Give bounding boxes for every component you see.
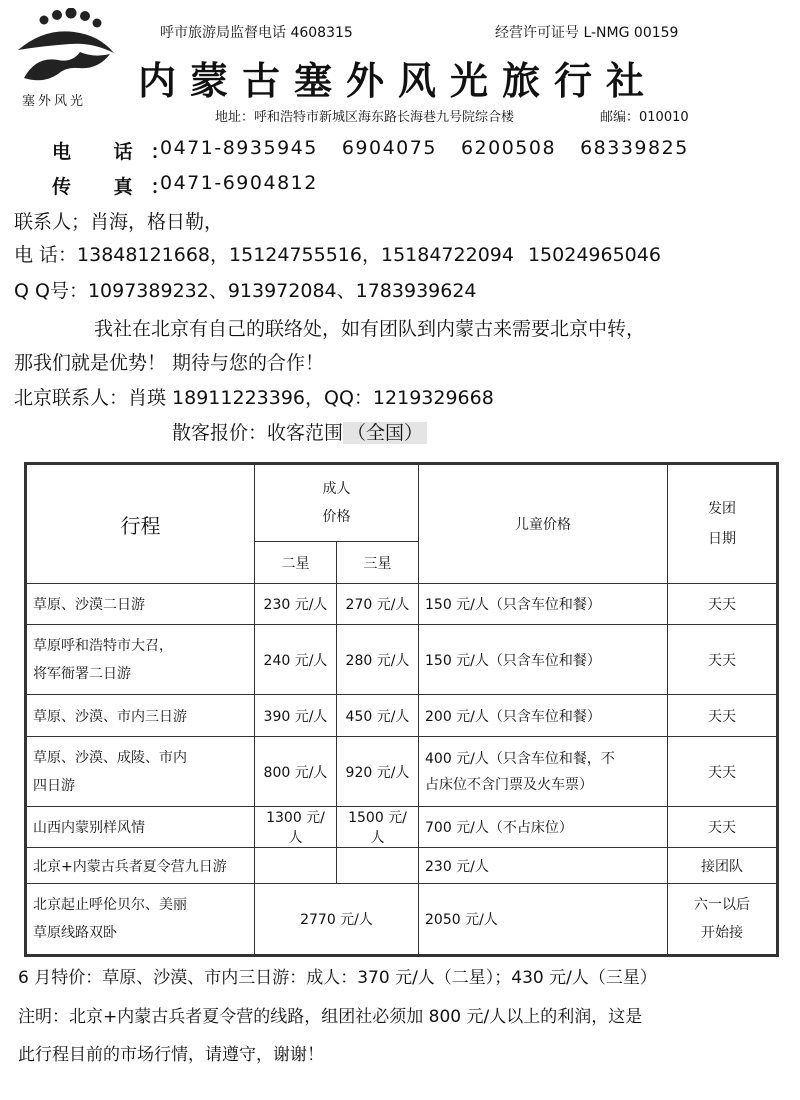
mobile-extra: 15024965046 xyxy=(527,244,661,266)
departure-cell: 接团队 xyxy=(668,848,778,884)
two-star-price: 240 元/人 xyxy=(255,625,337,695)
two-star-price: 230 元/人 xyxy=(255,584,337,625)
three-star-price: 1500 元/人 xyxy=(337,807,419,848)
departure-cell: 天天 xyxy=(668,625,778,695)
header-two-star: 二星 xyxy=(255,542,337,584)
child-price: 230 元/人 xyxy=(419,848,668,884)
route-cell: 山西内蒙别样风情 xyxy=(26,807,255,848)
route-cell: 北京起止呼伦贝尔、美丽 草原线路双卧 xyxy=(26,884,255,956)
combined-price: 2770 元/人 xyxy=(255,884,419,956)
route-cell: 北京+内蒙古兵者夏令营九日游 xyxy=(26,848,255,884)
license-number: 经营许可证号 L-NMG 00159 xyxy=(495,25,679,41)
departure-cell: 天天 xyxy=(668,737,778,807)
tel-number: 6200508 xyxy=(460,137,557,159)
child-price: 400 元/人（只含车位和餐，不 占床位不含门票及火车票） xyxy=(419,737,668,807)
header-child-price: 儿童价格 xyxy=(419,464,668,584)
note-line-2: 此行程目前的市场行情，请遵守，谢谢！ xyxy=(18,1045,324,1065)
qq-numbers: Q Q号：1097389232、913972084、1783939624 xyxy=(14,280,477,302)
two-star-price xyxy=(255,848,337,884)
departure-cell: 天天 xyxy=(668,584,778,625)
route-cell: 草原、沙漠、市内三日游 xyxy=(26,695,255,737)
intro-line-2: 那我们就是优势！ 期待与您的合作！ xyxy=(14,352,325,374)
two-star-price: 390 元/人 xyxy=(255,695,337,737)
route-cell: 草原呼和浩特市大召， 将军衙署二日游 xyxy=(26,625,255,695)
june-special: 6 月特价：草原、沙漠、市内三日游：成人：370 元/人（二星）；430 元/人（三星） xyxy=(18,968,657,988)
tel-numbers xyxy=(160,137,713,159)
two-star-price: 1300 元/人 xyxy=(255,807,337,848)
child-price: 2050 元/人 xyxy=(419,884,668,956)
departure-cell: 六一以后 开始接 xyxy=(668,884,778,956)
header-three-star: 三星 xyxy=(337,542,419,584)
table-row xyxy=(26,695,778,737)
postcode: 邮编：010010 xyxy=(600,110,689,125)
intro-line-1: 我社在北京有自己的联络处，如有团队到内蒙古来需要北京中转， xyxy=(94,318,646,340)
child-price: 200 元/人（只含车位和餐） xyxy=(419,695,668,737)
three-star-price: 280 元/人 xyxy=(337,625,419,695)
fax-label: 传 真： xyxy=(52,176,188,198)
table-row xyxy=(26,625,778,695)
table-row xyxy=(26,807,778,848)
logo-text: 塞外风光 xyxy=(22,94,87,109)
child-price: 150 元/人（只含车位和餐） xyxy=(419,584,668,625)
two-star-price: 800 元/人 xyxy=(255,737,337,807)
child-price: 150 元/人（只含车位和餐） xyxy=(419,625,668,695)
three-star-price: 270 元/人 xyxy=(337,584,419,625)
table-row xyxy=(26,737,778,807)
mobile-phones xyxy=(14,240,661,267)
departure-cell: 天天 xyxy=(668,807,778,848)
table-row xyxy=(26,884,778,956)
pricing-scope-value: （全国） xyxy=(343,422,427,444)
mobile-line: 电 话：13848121668，15124755516，15184722094 xyxy=(14,244,514,266)
child-price: 700 元/人（不占床位） xyxy=(419,807,668,848)
note-line-1: 注明：北京+内蒙古兵者夏令营的线路，组团社必须加 800 元/人以上的利润，这是 xyxy=(18,1007,643,1027)
table-row xyxy=(26,584,778,625)
company-name: 内蒙古塞外风光旅行社 xyxy=(138,58,659,103)
table-row xyxy=(26,848,778,884)
tel-label: 电 话： xyxy=(52,141,188,163)
logo-icon xyxy=(14,8,124,90)
three-star-price: 450 元/人 xyxy=(337,695,419,737)
header-route: 行程 xyxy=(26,464,255,584)
pricing-prefix: 散客报价：收客范围 xyxy=(172,422,344,444)
route-cell: 草原、沙漠二日游 xyxy=(26,584,255,625)
route-cell: 草原、沙漠、成陵、市内 四日游 xyxy=(26,737,255,807)
tel-number: 68339825 xyxy=(580,137,689,159)
tel-number: 0471-8935945 xyxy=(160,137,318,159)
contact-persons: 联系人；肖海，格日勒， xyxy=(14,211,224,233)
price-table xyxy=(24,462,779,957)
departure-cell: 天天 xyxy=(668,695,778,737)
three-star-price xyxy=(337,848,419,884)
address: 地址：呼和浩特市新城区海东路长海巷九号院综合楼 xyxy=(215,110,515,125)
pricing-scope xyxy=(172,418,427,445)
supervision-phone: 呼市旅游局监督电话 4608315 xyxy=(160,25,353,41)
tel-number: 6904075 xyxy=(341,137,437,159)
fax-number: 0471-6904812 xyxy=(160,172,318,194)
beijing-contact: 北京联系人：肖瑛 18911223396，QQ：1219329668 xyxy=(14,387,494,409)
header-adult-price: 成人 价格 xyxy=(255,464,419,542)
three-star-price: 920 元/人 xyxy=(337,737,419,807)
header-departure: 发团 日期 xyxy=(668,464,778,584)
